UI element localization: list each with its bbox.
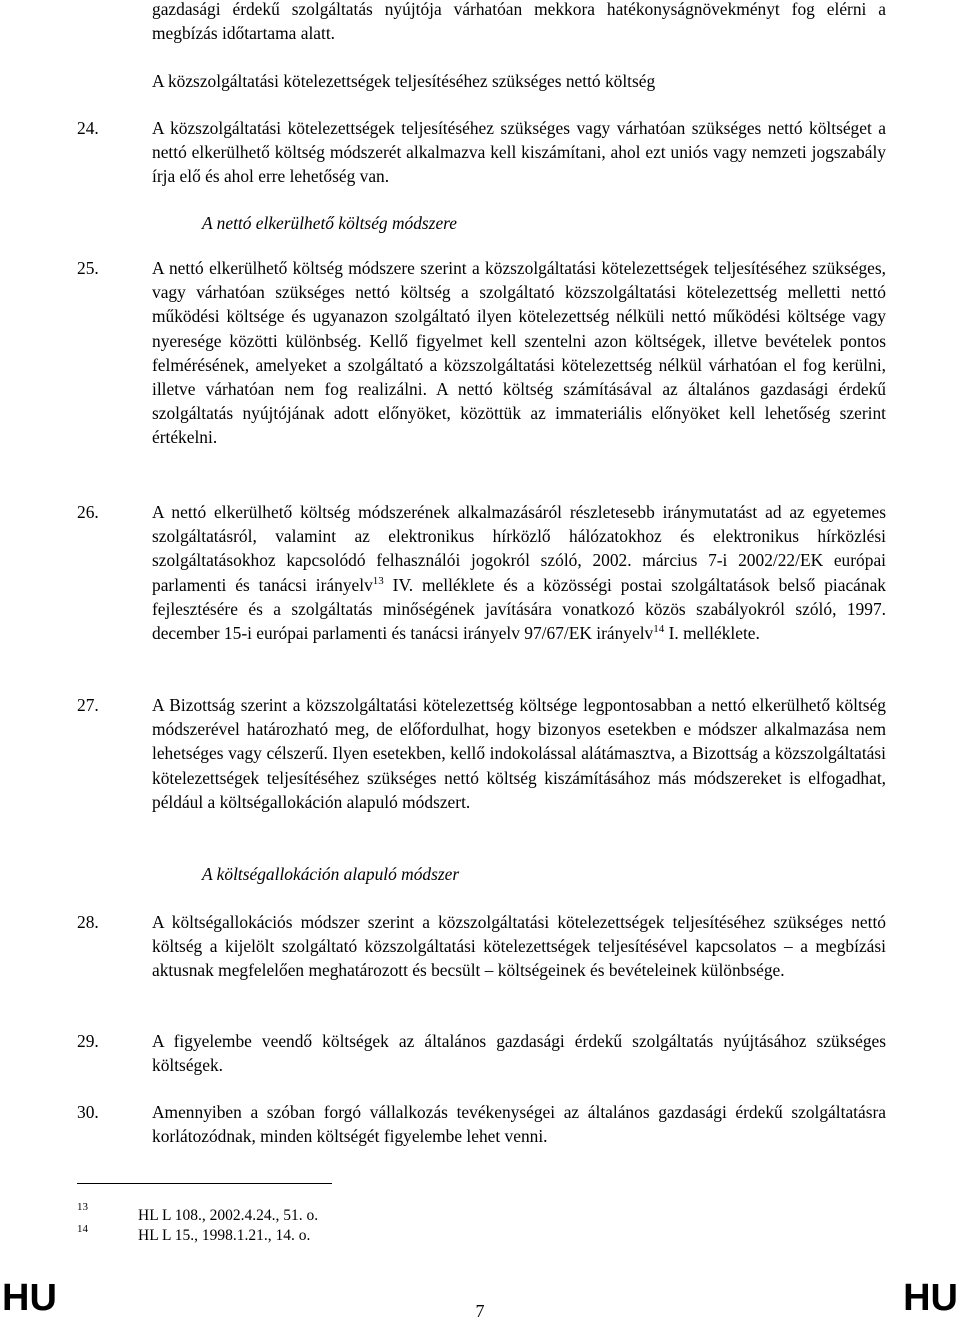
- paragraph-number-27: 27.: [77, 695, 99, 715]
- language-code-right: HU: [903, 1277, 958, 1319]
- paragraph-number-26: 26.: [77, 502, 99, 522]
- page-number: 7: [475, 1301, 485, 1321]
- section-heading-net-cost: A közszolgáltatási kötelezettségek teljesítéséhez szükséges nettó költség: [152, 71, 656, 91]
- paragraph-26-part-c: I. melléklete.: [664, 623, 760, 644]
- paragraph-25: A nettó elkerülhető költség módszere szerint a közszolgáltatási kötelezettségek teljesítéséhez szükséges, vagy várhatóan szükséges nettó költség a szolgáltató közszolgáltatási kötelezettség melletti nettó működési költsége és ugyanazon szolgáltató ilyen kötelezettség nélküli nettó működési költsége vagy nyeresége közötti különbség. Kellő figyelmet kell szentelni azon költségek, illetve bevételek pontos felmérésének, amelyeket a szolgáltató a közszolgáltatási kötelezettség nélkül várhatóan el fog kerülni, illetve várhatóan nem fog realizálni. A nettó költség számításával az általános gazdasági érdekű szolgáltatás nyújtójának adott előnyöket, közöttük az immateriális előnyöket kell lehetőség szerint értékelni.: [152, 258, 886, 448]
- paragraph-26-part-b: IV. melléklete és a közösségi postai szolgáltatások belső piacának fejlesztésére és a szolgáltatás minőségének javítására vonatkozó közös szabályokról szóló, 1997. december 15-i európai parlamenti és tanácsi irányelv 97/67/EK irányelv: [152, 574, 886, 644]
- paragraph-26: [152, 500, 886, 645]
- paragraph-26-part-a: A nettó elkerülhető költség módszerének alkalmazásáról részletesebb iránymutatást ad az egyetemes szolgáltatásról, valamint az elektronikus hírközlő hálózatokhoz és elektronikus hírközlési szolgáltatásokhoz kapcsolódó felhasználói jogokról szóló, 2002. március 7-i 2002/22/EK európai parlamenti és tanácsi irányelv: [152, 502, 886, 595]
- paragraph-27: A Bizottság szerint a közszolgáltatási kötelezettség költsége legpontosabban a nettó elkerülhető költség módszerével határozható meg, de előfordulhat, hogy bizonyos esetekben e módszer alkalmazása nem lehetséges vagy célszerű. Ilyen esetekben, kellő indokolással alátámasztva, a Bizottság a közszolgáltatási kötelezettségek teljesítéséhez szükséges nettó költség kiszámításához más módszereket is elfogadhat, például a költségallokáción alapuló módszert.: [152, 695, 886, 812]
- paragraph-29: A figyelembe veendő költségek az általános gazdasági érdekű szolgáltatás nyújtásához szükséges költségek.: [152, 1031, 886, 1076]
- footnote-text-14: HL L 15., 1998.1.21., 14. o.: [138, 1227, 311, 1244]
- paragraph-30: Amennyiben a szóban forgó vállalkozás tevékenységei az általános gazdasági érdekű szolgáltatásra korlátozódnak, minden költségét figyelembe lehet venni.: [152, 1102, 886, 1147]
- section-heading-avoidable-cost: A nettó elkerülhető költség módszere: [202, 213, 457, 233]
- paragraph-28: A költségallokációs módszer szerint a közszolgáltatási kötelezettségek teljesítéséhez szükséges nettó költség a kijelölt szolgáltató közszolgáltatási kötelezettségek teljesítésével kapcsolatos – a megbízási aktusnak megfelelően meghatározott és becsült – költségeinek és bevételeinek különbsége.: [152, 912, 886, 981]
- language-code-left: HU: [2, 1277, 57, 1319]
- footnote-number-13: 13: [77, 1201, 88, 1213]
- footnote-separator: [77, 1183, 332, 1184]
- paragraph-number-30: 30.: [77, 1102, 99, 1122]
- paragraph-24: A közszolgáltatási kötelezettségek teljesítéséhez szükséges vagy várhatóan szükséges nettó költséget a nettó elkerülhető költség módszerét alkalmazva kell kiszámítani, ahol ezt uniós vagy nemzeti jogszabály írja elő és ahol erre lehetőség van.: [152, 118, 886, 187]
- footnote-ref-13[interactable]: 13: [372, 574, 384, 587]
- footnote-number-14: 14: [77, 1223, 88, 1235]
- footnote-text-13: HL L 108., 2002.4.24., 51. o.: [138, 1207, 319, 1224]
- section-heading-cost-allocation: A költségallokáción alapuló módszer: [202, 864, 460, 884]
- intro-paragraph: gazdasági érdekű szolgáltatás nyújtója várhatóan mekkora hatékonyságnövekményt fog elérni a megbízás időtartama alatt.: [152, 0, 886, 44]
- paragraph-number-24: 24.: [77, 118, 99, 138]
- paragraph-number-29: 29.: [77, 1031, 99, 1051]
- footnote-ref-14[interactable]: 14: [653, 623, 665, 636]
- paragraph-number-25: 25.: [77, 258, 99, 278]
- paragraph-number-28: 28.: [77, 912, 99, 932]
